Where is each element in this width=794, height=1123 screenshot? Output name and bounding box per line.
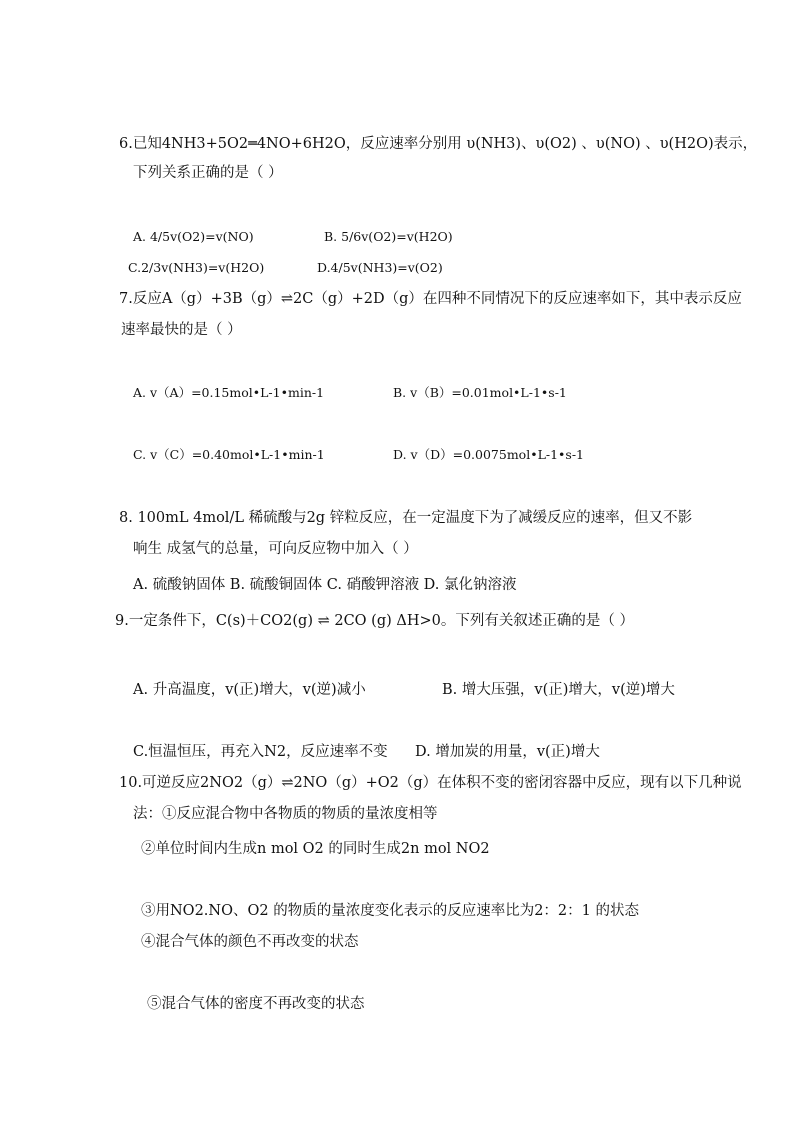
q8-options: A. 硫酸钠固体 B. 硫酸铜固体 C. 硝酸钾溶液 D. 氯化钠溶液 xyxy=(133,577,517,593)
q9-stem: 9.一定条件下，C(s)＋CO2(g) ⇌ 2CO (g) ΔH>0。下列有关叙述正确的是（ ） xyxy=(115,613,634,629)
q10-stem-line2: 法：①反应混合物中各物质的物质的量浓度相等 xyxy=(133,806,438,822)
q7-option-c: C. v（C）=0.40mol•L-1•min-1 xyxy=(133,447,325,462)
q10-stem-line1: 10.可逆反应2NO2（g）⇌2NO（g）+O2（g）在体积不变的密闭容器中反应，现有以下几种说 xyxy=(119,775,742,791)
q10-statement-3: ③用NO2.NO、O2 的物质的量浓度变化表示的反应速率比为2：2：1 的状态 xyxy=(141,903,639,919)
q6-option-c: C.2/3v(NH3)=v(H2O) xyxy=(128,260,265,275)
q7-stem-line1: 7.反应A（g）+3B（g）⇌2C（g）+2D（g）在四种不同情况下的反应速率如下，其中表示反应 xyxy=(119,291,742,307)
q9-option-b: B. 增大压强，v(正)增大，v(逆)增大 xyxy=(442,682,675,698)
q9-option-a: A. 升高温度，v(正)增大，v(逆)减小 xyxy=(133,682,366,698)
q6-stem-line2: 下列关系正确的是（ ） xyxy=(133,165,283,181)
q10-statement-5: ⑤混合气体的密度不再改变的状态 xyxy=(147,996,365,1012)
q6-stem-line1: 6.已知4NH3+5O2═4NO+6H2O，反应速率分别用 υ(NH3)、υ(O2) 、υ(NO) 、υ(H2O)表示， xyxy=(119,136,758,152)
q9-option-d: D. 增加炭的用量，v(正)增大 xyxy=(415,744,600,760)
q9-option-c: C.恒温恒压，再充入N2，反应速率不变 xyxy=(133,744,388,760)
q7-option-d: D. v（D）=0.0075mol•L-1•s-1 xyxy=(393,447,585,462)
q8-stem-line1: 8. 100mL 4mol/L 稀硫酸与2g 锌粒反应，在一定温度下为了减缓反应的速率，但又不影 xyxy=(119,510,693,526)
q7-option-a: A. v（A）=0.15mol•L-1•min-1 xyxy=(133,385,325,400)
q10-statement-4: ④混合气体的颜色不再改变的状态 xyxy=(141,934,359,950)
q10-statement-2: ②单位时间内生成n mol O2 的同时生成2n mol NO2 xyxy=(141,841,490,857)
q6-option-a: A. 4/5v(O2)=v(NO) xyxy=(133,229,254,244)
q6-option-b: B. 5/6v(O2)=v(H2O) xyxy=(324,229,453,244)
q8-stem-line2: 响生 成氢气的总量，可向反应物中加入（ ） xyxy=(133,541,418,557)
q6-option-d: D.4/5v(NH3)=v(O2) xyxy=(317,260,443,275)
q7-option-b: B. v（B）=0.01mol•L-1•s-1 xyxy=(393,385,567,400)
q7-stem-line2: 速率最快的是（ ） xyxy=(121,322,242,338)
